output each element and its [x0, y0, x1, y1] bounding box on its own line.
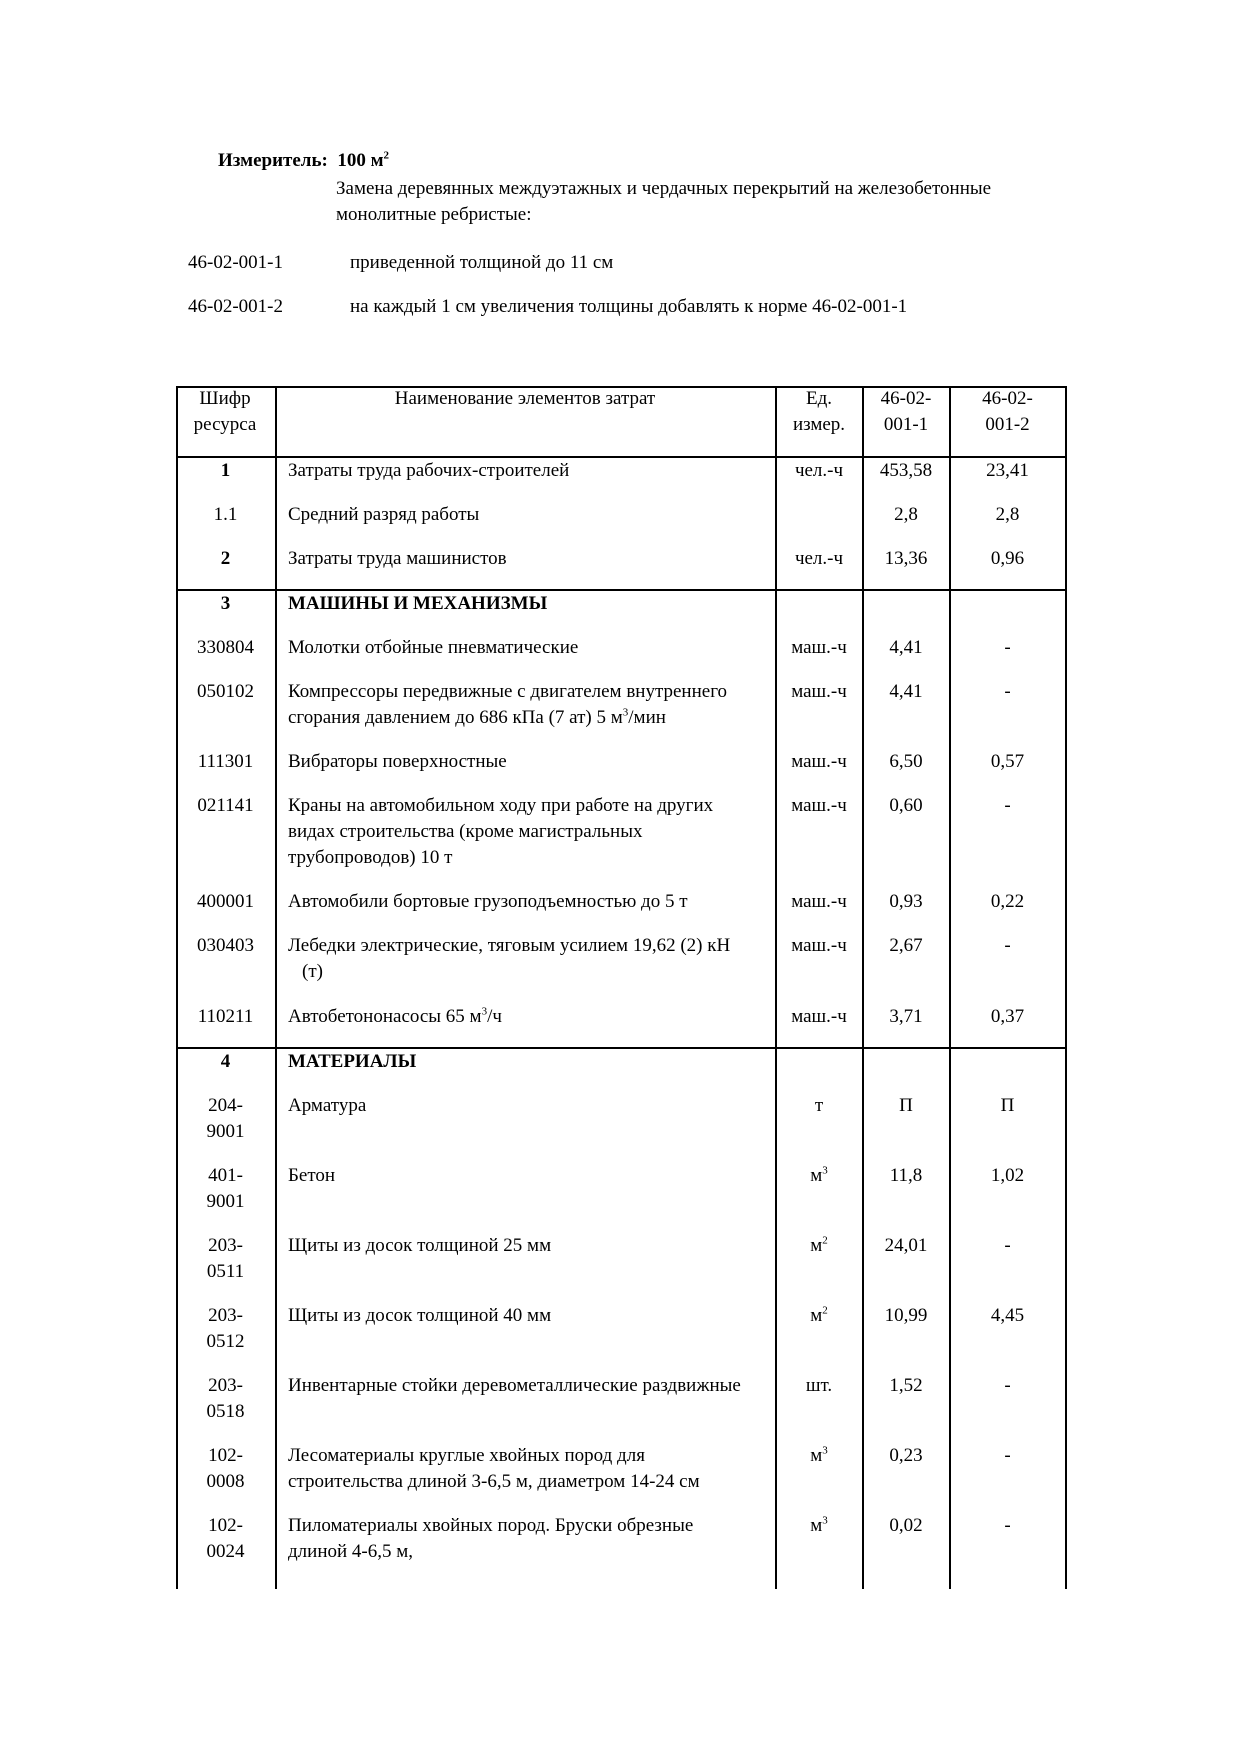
row-value-2: П [1000, 1095, 1015, 1116]
row-value-1: 4,41 [889, 681, 923, 702]
section-code: 3 [220, 593, 231, 614]
row-unit: маш.-ч [791, 795, 847, 816]
row-code: 102- 0024 [206, 1515, 245, 1562]
row-value-2: - [1004, 795, 1011, 816]
meter-label: Измеритель: [218, 150, 328, 171]
row-unit: чел.-ч [794, 548, 844, 569]
header-norm-2: 46-02- 001-2 [982, 388, 1033, 435]
row-unit: чел.-ч [794, 460, 844, 481]
work-description [336, 176, 1116, 228]
row-name: Бетон [288, 1165, 336, 1186]
row-unit: маш.-ч [791, 751, 847, 772]
row-code: 203- 0511 [206, 1235, 245, 1282]
row-value-1: 11,8 [889, 1165, 923, 1186]
table-border-right [1065, 386, 1067, 1589]
section-title: МАТЕРИАЛЫ [288, 1051, 417, 1072]
meter-line [218, 148, 389, 174]
norm-text-2: на каждый 1 см увеличения толщины добавлять к норме 46-02-001-1 [350, 296, 908, 317]
row-value-1: 10,99 [884, 1305, 928, 1326]
row-name: Краны на автомобильном ходу при работе на других видах строительства (кроме магистральных трубопроводов) 10 т [288, 795, 714, 868]
header-code: Шифр ресурса [193, 388, 257, 435]
row-name: Молотки отбойные пневматические [288, 637, 579, 658]
norm-text-1: приведенной толщиной до 11 см [350, 252, 614, 273]
row-value-1: 0,60 [889, 795, 923, 816]
row-code: 030403 [197, 935, 254, 956]
row-value-2: - [1004, 1445, 1011, 1466]
row-value-1: 0,02 [889, 1515, 923, 1536]
row-unit: $м^3$ [810, 1164, 828, 1186]
row-unit: $м^2$ [810, 1304, 828, 1326]
row-code: 111301 [197, 751, 254, 772]
row-name: Компрессоры передвижные с двигателем внутреннего сгорания давлением до 686 кПа (7 ат) 5 $м^3$/мин [288, 681, 728, 728]
row-name: Пиломатериалы хвойных пород. Бруски обрезные длиной 4-6,5 м, [288, 1515, 694, 1562]
row-code: 1 [220, 460, 231, 481]
section-code: 4 [220, 1051, 231, 1072]
row-name: Лебедки электрические, тяговым усилием 19,62 (2) кН (т) [288, 935, 731, 982]
row-unit: маш.-ч [791, 1006, 847, 1027]
header-norm-1: 46-02- 001-1 [880, 388, 932, 435]
row-name: Вибраторы поверхностные [288, 751, 507, 772]
row-value-2: - [1004, 935, 1011, 956]
row-code: 1.1 [213, 504, 238, 525]
row-value-1: 13,36 [884, 548, 928, 569]
row-unit: маш.-ч [791, 935, 847, 956]
row-value-1: 0,93 [889, 891, 923, 912]
row-code: 050102 [197, 681, 254, 702]
row-value-2: 0,57 [990, 751, 1025, 772]
row-name: Щиты из досок толщиной 25 мм [288, 1235, 552, 1256]
row-unit: маш.-ч [791, 637, 847, 658]
header-name: Наименование элементов затрат [394, 388, 656, 409]
row-name: Инвентарные стойки деревометаллические раздвижные [288, 1375, 741, 1396]
row-value-2: 23,41 [986, 460, 1029, 481]
row-name: Щиты из досок толщиной 40 мм [288, 1305, 552, 1326]
row-unit: т [814, 1095, 824, 1116]
row-code: 401- 9001 [206, 1165, 245, 1212]
header-unit: Ед. измер. [792, 388, 846, 435]
row-value-1: 2,67 [889, 935, 923, 956]
row-value-1: 1,52 [889, 1375, 923, 1396]
row-code: 400001 [197, 891, 254, 912]
row-name: Автомобили бортовые грузоподъемностью до 5 т [288, 891, 688, 912]
row-code: 204- 9001 [206, 1095, 245, 1142]
row-value-2: 0,22 [990, 891, 1025, 912]
column-divider [275, 386, 277, 1589]
row-name: Средний разряд работы [288, 504, 480, 525]
row-value-1: 6,50 [889, 751, 923, 772]
row-value-2: 2,8 [995, 504, 1020, 525]
row-code: 203- 0512 [206, 1305, 245, 1352]
row-unit: маш.-ч [791, 891, 847, 912]
row-code: 2 [220, 548, 231, 569]
row-name: Затраты труда рабочих-строителей [288, 460, 570, 481]
row-value-1: 24,01 [884, 1235, 928, 1256]
row-code: 021141 [197, 795, 254, 816]
row-unit: маш.-ч [791, 681, 847, 702]
row-value-2: - [1004, 1375, 1011, 1396]
row-unit: шт. [805, 1375, 833, 1396]
row-value-2: 0,37 [990, 1006, 1025, 1027]
row-value-1: 2,8 [894, 504, 918, 525]
row-value-1: 3,71 [889, 1006, 923, 1027]
row-code: 330804 [197, 637, 254, 658]
row-value-2: - [1004, 637, 1011, 658]
row-unit: $м^3$ [810, 1444, 828, 1466]
row-code: 203- 0518 [206, 1375, 245, 1422]
row-name: Арматура [288, 1095, 367, 1116]
row-value-2: 4,45 [990, 1305, 1025, 1326]
row-value-2: - [1004, 681, 1011, 702]
row-value-2: 0,96 [990, 548, 1025, 569]
row-name: Автобетононасосы 65 $м^3/ч$ [288, 1005, 502, 1027]
norm-code-2: 46-02-001-2 [188, 296, 283, 317]
row-value-2: - [1004, 1515, 1011, 1536]
resource-table [176, 386, 1066, 1589]
meter-value: 100 $м^2$ [337, 149, 390, 171]
row-unit: $м^2$ [810, 1234, 828, 1256]
section-title: МАШИНЫ И МЕХАНИЗМЫ [288, 593, 548, 614]
row-name: Затраты труда машинистов [288, 548, 507, 569]
row-value-1: 453,58 [879, 460, 933, 481]
row-value-2: - [1004, 1235, 1011, 1256]
row-value-1: 0,23 [889, 1445, 923, 1466]
row-code: 110211 [197, 1006, 254, 1027]
row-value-2: 1,02 [990, 1165, 1025, 1186]
row-value-1: П [899, 1095, 913, 1116]
description-line-1: Замена деревянных междуэтажных и чердачных перекрытий на железобетонные [336, 178, 992, 199]
norm-code-1: 46-02-001-1 [188, 252, 283, 273]
row-name: Лесоматериалы круглые хвойных пород для строительства длиной 3-6,5 м, диаметром 14-24 см [288, 1445, 700, 1492]
row-value-1: 4,41 [889, 637, 923, 658]
row-code: 102- 0008 [206, 1445, 245, 1492]
description-line-2: монолитные ребристые: [336, 204, 532, 225]
row-unit: $м^3$ [810, 1514, 828, 1536]
